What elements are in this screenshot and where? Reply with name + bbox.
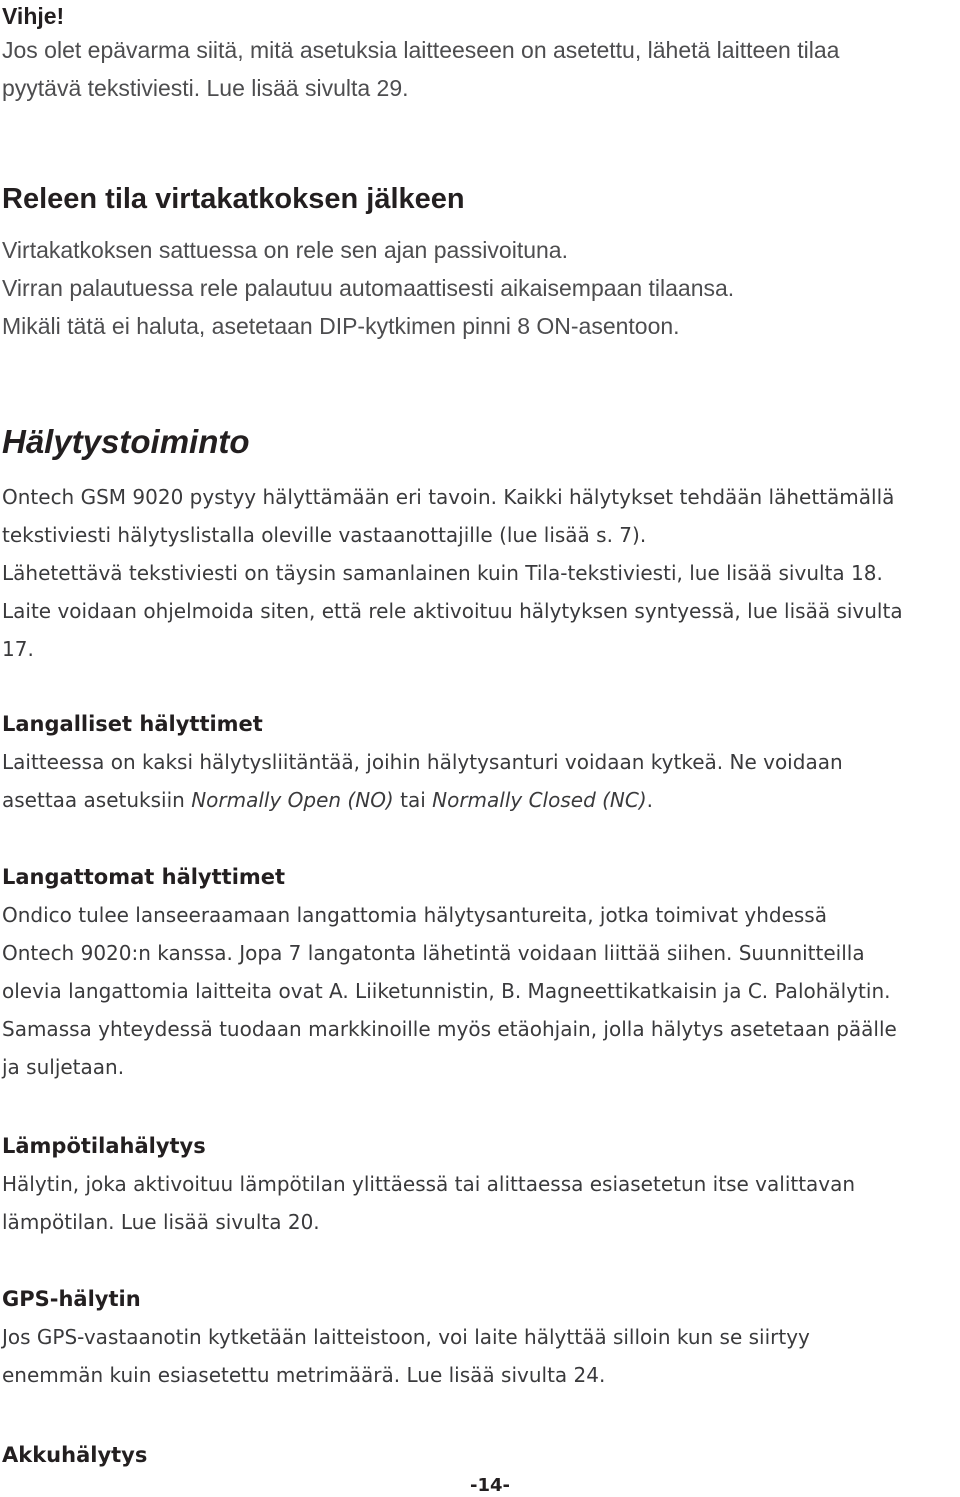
text-line: Ontech GSM 9020 pystyy hälyttämään eri tavoin. Kaikki hälytykset tehdään lähettämällä: [2, 485, 895, 509]
text-fragment: .: [646, 788, 654, 812]
alarm-text: [2, 478, 960, 668]
section-heading-alarm: Hälytystoiminto: [2, 423, 250, 460]
note-title: Vihje!: [2, 3, 65, 29]
normally-closed-term: Normally Closed (NC): [432, 788, 647, 812]
wired-text: [2, 743, 960, 819]
text-line: Hälytin, joka aktivoituu lämpötilan ylittäessä tai alittaessa esiasetetun itse valittavan: [2, 1172, 856, 1196]
text-line: Ondico tulee lanseeraamaan langattomia hälytysantureita, jotka toimivat yhdessä: [2, 903, 827, 927]
text-line: Virtakatkoksen sattuessa on rele sen ajan passivoituna.: [2, 237, 568, 263]
text-line: Jos olet epävarma siitä, mitä asetuksia laitteeseen on asetettu, lähetä laitteen tilaa: [2, 37, 840, 63]
subheading-temperature: Lämpötilahälytys: [2, 1134, 206, 1158]
text-line: Virran palautuessa rele palautuu automaattisesti aikaisempaan tilaansa.: [2, 275, 735, 301]
note-text: [2, 31, 960, 107]
subheading-gps: GPS-hälytin: [2, 1287, 141, 1311]
text-line: Lähetettävä tekstiviesti on täysin samanlainen kuin Tila-tekstiviesti, lue lisää sivulta 18.: [2, 561, 883, 585]
temperature-text: [2, 1165, 960, 1241]
text-fragment: tai: [393, 788, 433, 812]
text-line: Laitteessa on kaksi hälytysliitäntää, joihin hälytysanturi voidaan kytkeä. Ne voidaan: [2, 750, 843, 774]
text-fragment: asettaa asetuksiin: [2, 788, 192, 812]
subheading-wired: Langalliset hälyttimet: [2, 712, 263, 736]
text-line: Samassa yhteydessä tuodaan markkinoille myös etäohjain, jolla hälytys asetetaan päälle: [2, 1017, 897, 1041]
text-line: Jos GPS-vastaanotin kytketään laitteistoon, voi laite hälyttää silloin kun se siirtyy: [2, 1325, 810, 1349]
page-number: -14-: [470, 1475, 510, 1496]
text-line: tekstiviesti hälytyslistalla oleville vastaanottajille (lue lisää s. 7).: [2, 523, 647, 547]
text-line: [2, 781, 960, 819]
subheading-wireless: Langattomat hälyttimet: [2, 865, 286, 889]
gps-text: [2, 1318, 960, 1394]
relay-text: [2, 231, 960, 345]
text-line: Laite voidaan ohjelmoida siten, että rele aktivoituu hälytyksen syntyessä, lue lisää sivulta: [2, 599, 903, 623]
text-line: pyytävä tekstiviesti. Lue lisää sivulta 29.: [2, 75, 409, 101]
text-line: Mikäli tätä ei haluta, asetetaan DIP-kytkimen pinni 8 ON-asentoon.: [2, 313, 680, 339]
wireless-text: [2, 896, 960, 1086]
normally-open-term: Normally Open (NO): [191, 788, 394, 812]
text-line: olevia langattomia laitteita ovat A. Liiketunnistin, B. Magneettikatkaisin ja C. Palohälytin.: [2, 979, 891, 1003]
text-line: 17.: [2, 637, 34, 661]
text-line: Ontech 9020:n kanssa. Jopa 7 langatonta lähetintä voidaan liittää siihen. Suunnitteilla: [2, 941, 865, 965]
text-line: ja suljetaan.: [2, 1055, 125, 1079]
subheading-battery: Akkuhälytys: [2, 1443, 148, 1467]
text-line: enemmän kuin esiasetettu metrimäärä. Lue lisää sivulta 24.: [2, 1363, 606, 1387]
text-line: lämpötilan. Lue lisää sivulta 20.: [2, 1210, 320, 1234]
section-heading-relay: Releen tila virtakatkoksen jälkeen: [2, 183, 465, 215]
